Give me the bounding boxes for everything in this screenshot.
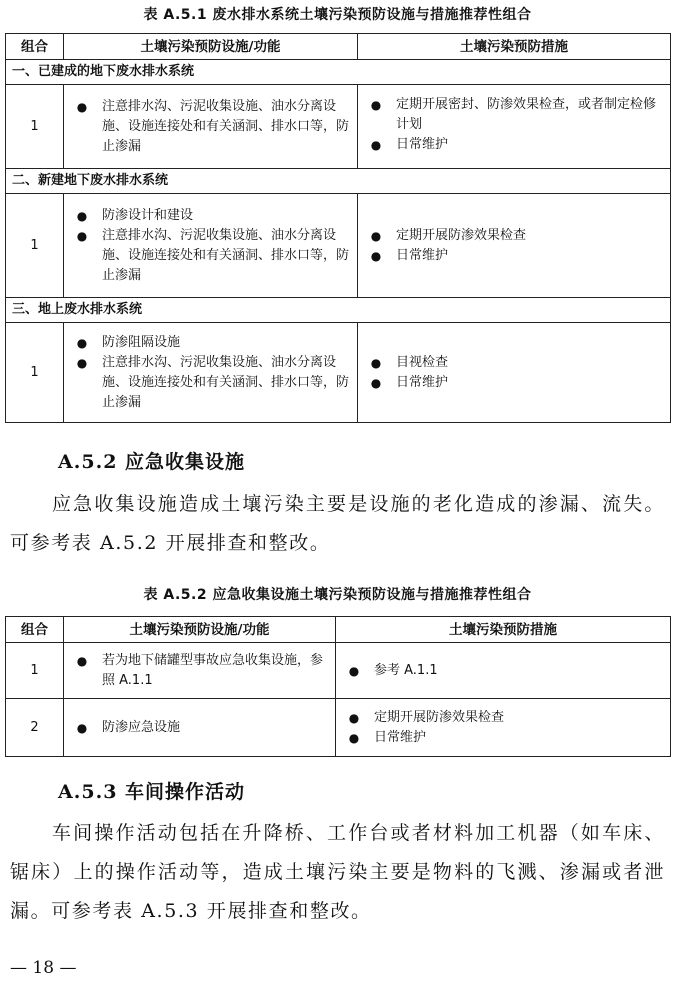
header-combination: 组合	[6, 34, 64, 60]
facilities-cell	[64, 323, 358, 423]
facilities-cell	[64, 699, 336, 757]
section-title: 三、地上废水排水系统	[6, 298, 671, 323]
section-row	[6, 298, 671, 323]
section-heading-a53: A.5.3 车间操作活动	[58, 781, 246, 803]
page-number: — 18 —	[10, 958, 77, 978]
bullet-icon: ●	[370, 138, 382, 152]
list-item: ● 防渗应急设施	[64, 718, 331, 738]
header-measures: 土壤污染预防措施	[358, 34, 671, 60]
table-a52	[5, 616, 671, 757]
table-row	[6, 194, 671, 298]
measures-cell	[358, 194, 671, 298]
list-item: ● 参考 A.1.1	[336, 661, 666, 681]
measures-cell	[358, 323, 671, 423]
measures-cell	[336, 699, 671, 757]
list-item: ● 防渗阻隔设施	[64, 333, 353, 353]
row-index: 1	[6, 194, 64, 298]
section-title: 一、已建成的地下废水排水系统	[6, 60, 671, 85]
facilities-cell	[64, 643, 336, 699]
table-a52-caption: 表 A.5.2 应急收集设施土壤污染预防设施与措施推荐性组合	[143, 587, 532, 603]
list-item: ● 若为地下储罐型事故应急收集设施，参照 A.1.1	[76, 652, 324, 688]
bullet-icon: ●	[370, 355, 382, 370]
row-index: 2	[6, 699, 64, 757]
list-item: ● 日常维护	[358, 373, 666, 393]
list-item: ● 定期开展防渗效果检查	[358, 226, 666, 246]
bullet-icon: ●	[76, 720, 88, 735]
table-row	[6, 699, 671, 757]
bullet-icon: ●	[370, 375, 382, 390]
bullet-icon: ●	[348, 730, 360, 745]
bullet-icon: ●	[348, 663, 360, 678]
bullet-icon: ●	[348, 710, 360, 725]
header-combination: 组合	[6, 617, 64, 643]
row-index: 1	[6, 85, 64, 169]
bullet-icon: ●	[370, 248, 382, 263]
bullet-icon: ●	[370, 98, 382, 112]
list-item: ● 日常维护	[358, 246, 666, 266]
bullet-icon: ●	[76, 653, 88, 668]
table-a51-caption: 表 A.5.1 废水排水系统土壤污染预防设施与措施推荐性组合	[143, 7, 532, 23]
list-item: ● 定期开展防渗效果检查	[336, 708, 666, 728]
section-title: 二、新建地下废水排水系统	[6, 169, 671, 194]
header-facilities: 土壤污染预防设施/功能	[64, 617, 336, 643]
facilities-cell	[64, 194, 358, 298]
table-a51	[5, 33, 671, 423]
measures-cell	[336, 643, 671, 699]
list-item: ● 防渗设计和建设	[64, 206, 353, 226]
bullet-icon: ●	[76, 335, 88, 350]
table-header-row	[6, 34, 671, 60]
row-index: 1	[6, 323, 64, 423]
section-row	[6, 60, 671, 85]
header-measures: 土壤污染预防措施	[336, 617, 671, 643]
table-row	[6, 85, 671, 169]
bullet-icon: ●	[76, 208, 88, 223]
list-item: ● 注意排水沟、污泥收集设施、油水分离设施、设施连接处和有关涵洞、排水口等，防止渗漏	[76, 354, 350, 410]
table-header-row	[6, 617, 671, 643]
section-heading-a52: A.5.2 应急收集设施	[58, 451, 246, 473]
list-item: ● 日常维护	[336, 728, 666, 748]
bullet-icon: ●	[76, 228, 88, 243]
table-row	[6, 323, 671, 423]
list-item: ● 定期开展密封、防渗效果检查，或者制定检修计划	[370, 97, 657, 132]
measures-cell	[358, 85, 671, 169]
bullet-icon: ●	[370, 228, 382, 243]
section-row	[6, 169, 671, 194]
bullet-icon: ●	[76, 355, 88, 370]
bullet-icon: ●	[76, 99, 88, 114]
facilities-cell	[64, 85, 358, 169]
section-a53-paragraph: 车间操作活动包括在升降桥、工作台或者材料加工机器（如车床、锯床）上的操作活动等，造成土壤污染主要是物料的飞溅、渗漏或者泄漏。可参考表 A.5.3 开展排查和整改。	[10, 822, 665, 922]
table-row	[6, 643, 671, 699]
row-index: 1	[6, 643, 64, 699]
list-item: ● 目视检查	[358, 353, 666, 373]
list-item: ● 日常维护	[358, 135, 666, 155]
list-item: ● 注意排水沟、污泥收集设施、油水分离设施、设施连接处和有关涵洞、排水口等，防止渗漏	[76, 98, 350, 154]
section-a52-paragraph: 应急收集设施造成土壤污染主要是设施的老化造成的渗漏、流失。可参考表 A.5.2 开展排查和整改。	[10, 493, 665, 554]
header-facilities: 土壤污染预防设施/功能	[64, 34, 358, 60]
list-item: ● 注意排水沟、污泥收集设施、油水分离设施、设施连接处和有关涵洞、排水口等，防止渗漏	[76, 227, 350, 283]
